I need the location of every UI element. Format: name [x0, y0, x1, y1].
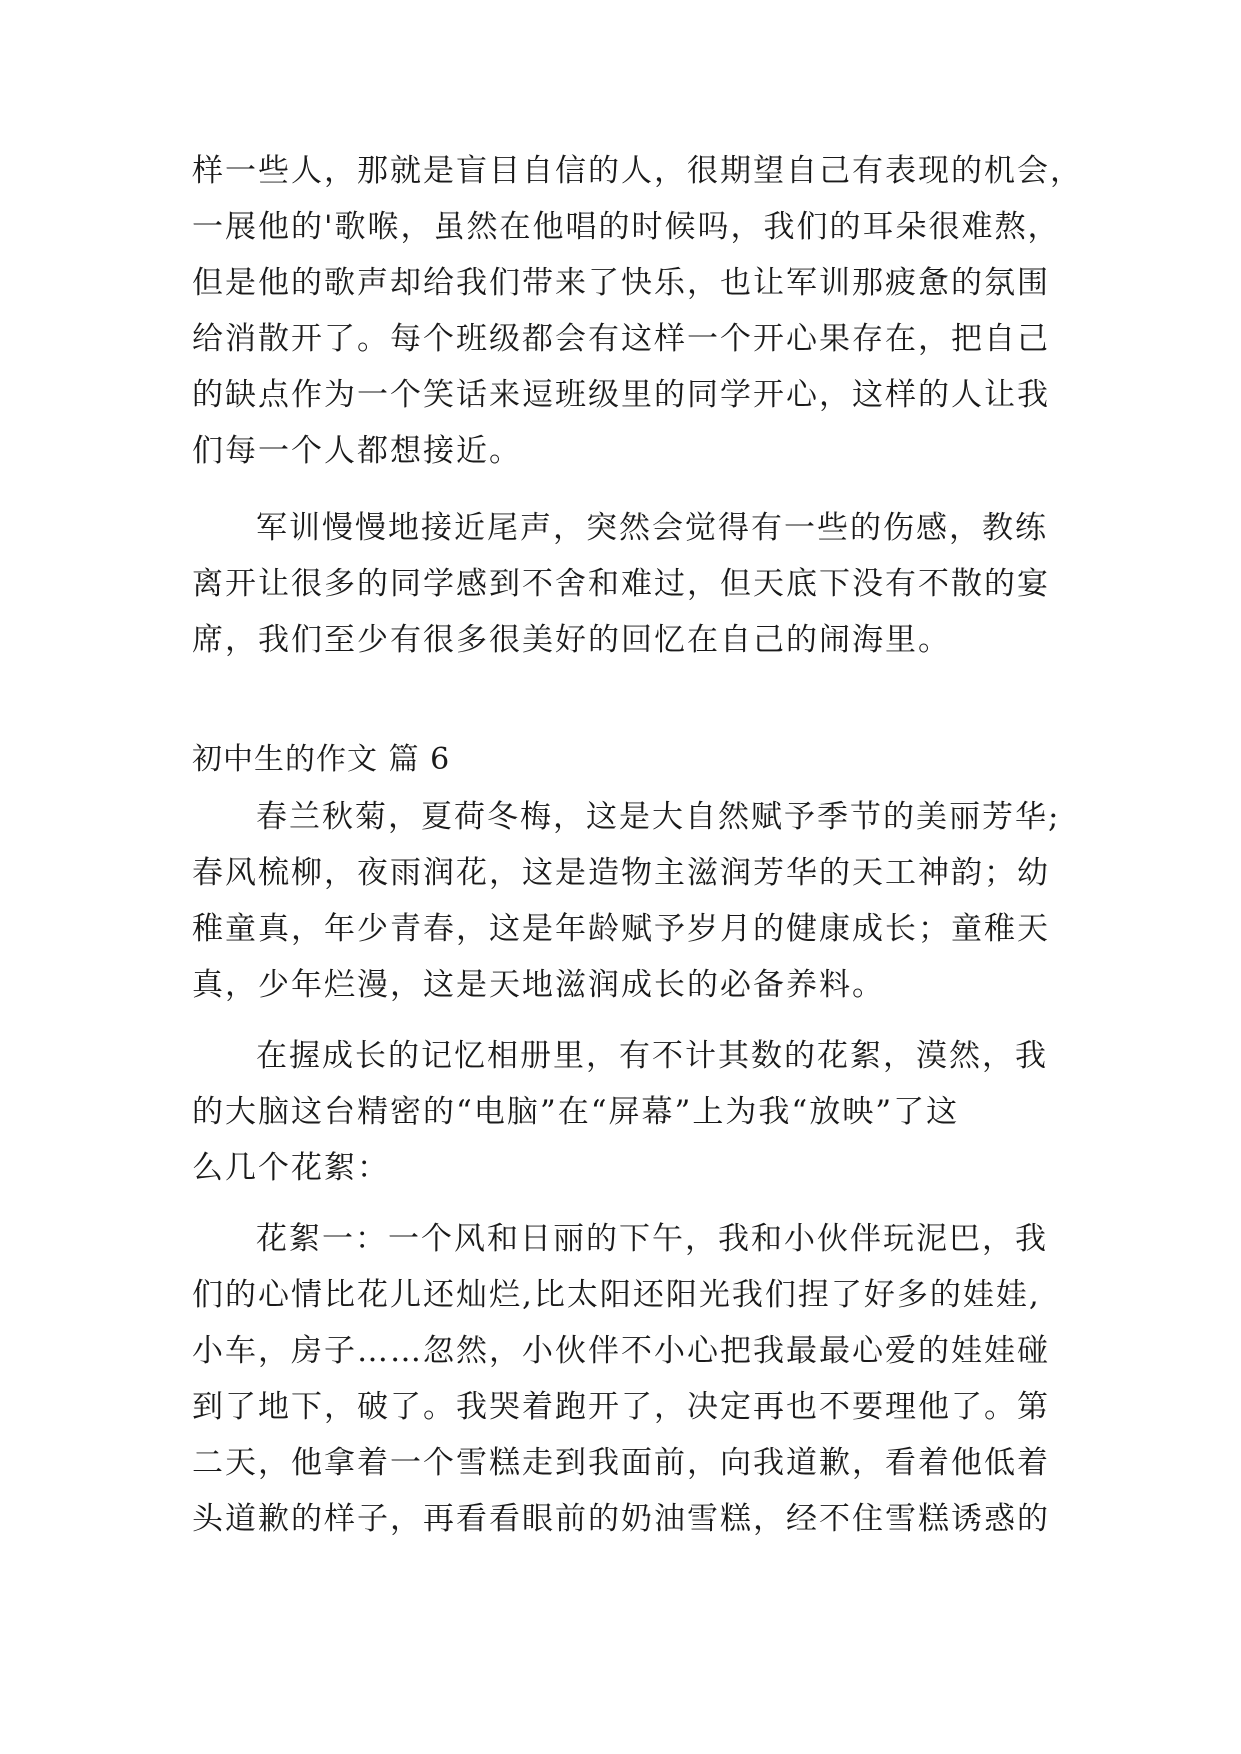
- paragraph-line: 二天，他拿着一个雪糕走到我面前，向我道歉，看着他低着: [192, 1445, 1050, 1481]
- paragraph-line: 给消散开了。每个班级都会有这样一个开心果存在，把自己: [192, 321, 1050, 357]
- paragraph-line: 的大脑这台精密的“电脑”在“屏幕”上为我“放映”了这: [192, 1094, 960, 1130]
- paragraph-line: 头道歉的样子，再看看眼前的奶油雪糕，经不住雪糕诱惑的: [192, 1501, 1050, 1537]
- paragraph-line: 席，我们至少有很多很美好的回忆在自己的闹海里。: [192, 622, 951, 658]
- paragraph-line: 的缺点作为一个笑话来逗班级里的同学开心，这样的人让我: [192, 377, 1050, 413]
- paragraph-line: 么几个花絮：: [192, 1150, 390, 1186]
- paragraph-line: 样一些人，那就是盲目自信的人，很期望自己有表现的机会，: [192, 153, 1083, 189]
- paragraph-line: 花絮一：一个风和日丽的下午，我和小伙伴玩泥巴，我: [256, 1221, 1048, 1257]
- paragraph-line: 稚童真，年少青春，这是年龄赋予岁月的健康成长；童稚天: [192, 911, 1050, 947]
- paragraph-line: 春兰秋菊，夏荷冬梅，这是大自然赋予季节的美丽芳华;: [256, 799, 1061, 835]
- paragraph-line: 到了地下，破了。我哭着跑开了，决定再也不要理他了。第: [192, 1389, 1050, 1425]
- paragraph-line: 春风梳柳，夜雨润花，这是造物主滋润芳华的天工神韵；幼: [192, 855, 1050, 891]
- paragraph-line: 小车，房子……忽然，小伙伴不小心把我最最心爱的娃娃碰: [192, 1333, 1050, 1369]
- paragraph-line: 在握成长的记忆相册里，有不计其数的花絮，漠然，我: [256, 1038, 1048, 1074]
- section-heading: 初中生的作文 篇 6: [192, 742, 451, 777]
- paragraph-line: 一展他的'歌喉，虽然在他唱的时候吗，我们的耳朵很难熬，: [192, 209, 1061, 245]
- paragraph-line: 离开让很多的同学感到不舍和难过，但天底下没有不散的宴: [192, 566, 1050, 602]
- paragraph-line: 们的心情比花儿还灿烂,比太阳还阳光我们捏了好多的娃娃,: [192, 1277, 1041, 1313]
- paragraph-line: 军训慢慢地接近尾声，突然会觉得有一些的伤感，教练: [256, 510, 1048, 546]
- paragraph-line: 们每一个人都想接近。: [192, 433, 522, 469]
- paragraph-line: 真，少年烂漫，这是天地滋润成长的必备养料。: [192, 967, 885, 1003]
- paragraph-line: 但是他的歌声却给我们带来了快乐，也让军训那疲惫的氛围: [192, 265, 1050, 301]
